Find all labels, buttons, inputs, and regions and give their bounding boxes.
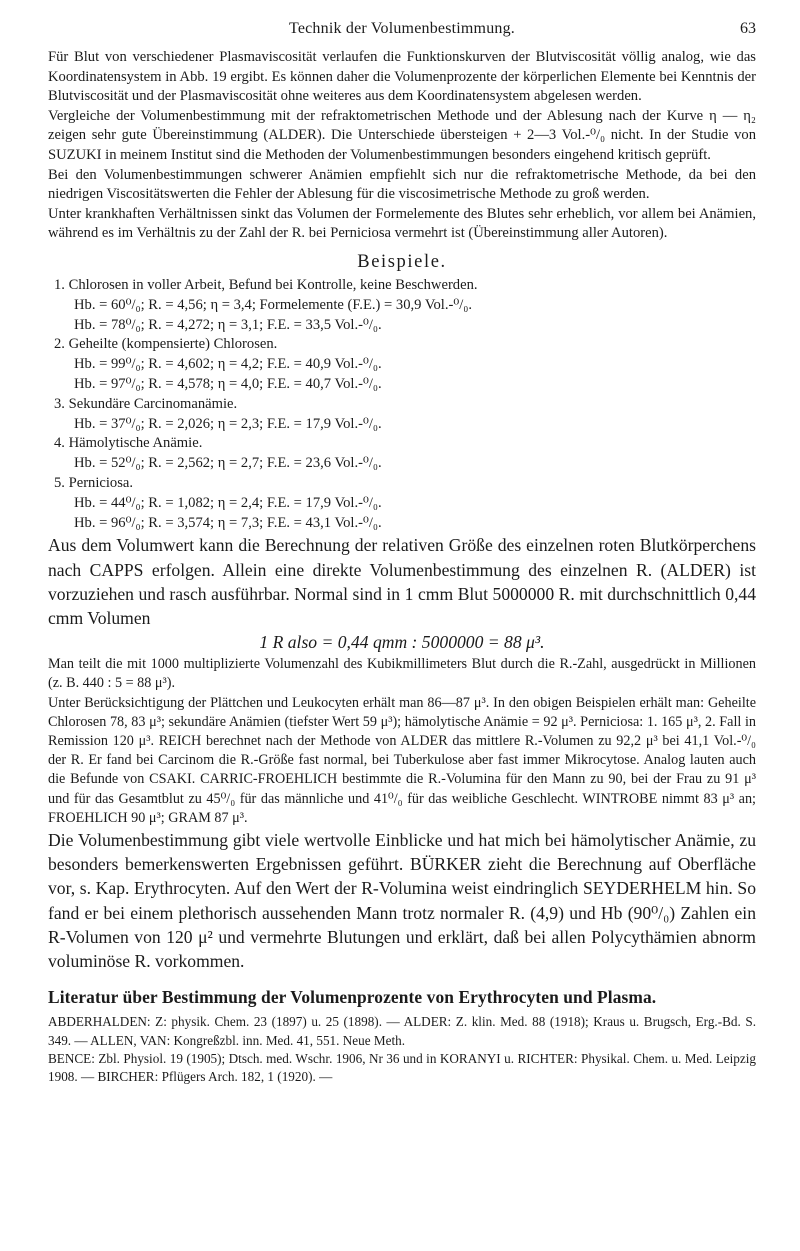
example-values: Hb. = 52⁰/₀; R. = 2,562; η = 2,7; F.E. = 23,6 Vol.-⁰/₀. <box>74 455 382 472</box>
example-title: 4. Hämolytische Anämie. <box>54 435 203 452</box>
paragraph-results: Unter Berücksichtigung der Plättchen und Leukocyten erhält man 86—87 μ³. In den obigen Beispielen erhält man: Geheilte Chlorosen 78, 83 μ³; sekundäre Anämien (tiefster Wert 59 μ³); hämolytische Anämie = 92 μ³. Perniciosa: 1. 165 μ³, 2. Fall in Remission 120 μ³. REICH berechnet nach der Methode von ALDER das mittlere R.-Volumen zu 92,2 μ³ bei 41,1 Vol.-⁰/₀ der R. Er fand bei Carcinom die R.-Größe fast normal, bei Tuberkulose aber fast immer Mikrocytose. Analog lauten auch die Befunde von CSAKI. CARRIC-FROEHLICH bestimmte die R.-Volumina für den Mann zu 90, bei der Frau zu 91 μ³ und für das Gesamtblut zu 45⁰/₀ für das männliche und 41⁰/₀ für das weibliche Geschlecht. WINTROBE nimmt 83 μ³ an; FROEHLICH 90 μ³; GRAM 87 μ³. <box>48 694 756 826</box>
example-title: 1. Chlorosen in voller Arbeit, Befund bei Kontrolle, keine Beschwerden. <box>54 276 478 293</box>
book-page <box>48 20 756 1087</box>
paragraph-calculation: Man teilt die mit 1000 multiplizierte Volumenzahl des Kubikmillimeters Blut durch die R.-Zahl, ausgedrückt in Millionen (z. B. 440 : 5 = 88 μ³). <box>48 656 756 692</box>
literature-heading: Literatur über Bestimmung der Volumenprozente von Erythrocyten und Plasma. <box>48 987 657 1008</box>
example-values: Hb. = 78⁰/₀; R. = 4,272; η = 3,1; F.E. = 33,5 Vol.-⁰/₀. <box>74 316 382 333</box>
examples-list <box>48 276 756 533</box>
example-item <box>48 395 756 435</box>
page-number: 63 <box>740 20 756 37</box>
example-item <box>48 434 756 474</box>
section-heading-beispiele: Beispiele. <box>357 251 447 272</box>
paragraph-capps: Aus dem Volumwert kann die Berechnung der relativen Größe des einzelnen roten Blutkörperchens nach CAPPS erfolgen. Allein eine direkte Volumenbestimmung des einzelnen R. (ALDER) ist vorzuziehen und rasch ausführbar. Normal sind in 1 cmm Blut 5000000 R. mit durchschnittlich 0,44 cmm Volumen <box>48 535 756 628</box>
example-values: Hb. = 97⁰/₀; R. = 4,578; η = 4,0; F.E. = 40,7 Vol.-⁰/₀. <box>74 375 382 392</box>
example-item <box>48 335 756 394</box>
literature-entry: BENCE: Zbl. Physiol. 19 (1905); Dtsch. med. Wschr. 1906, Nr 36 und in KORANYI u. RICHTER: Physikal. Chem. u. Med. Leipzig 1908. — BIRCHER: Pflügers Arch. 182, 1 (1920). — <box>48 1050 756 1085</box>
paragraph-pathology: Unter krankhaften Verhältnissen sinkt das Volumen der Formelemente des Blutes sehr erheblich, vor allem bei Anämien, während es im Verhältnis zu der Zahl der R. bei Perniciosa vermehrt ist (Übereinstimmung aller Autoren). <box>48 205 756 242</box>
example-item <box>48 474 756 533</box>
example-title: 3. Sekundäre Carcinomanämie. <box>54 395 238 412</box>
example-values: Hb. = 96⁰/₀; R. = 3,574; η = 7,3; F.E. = 43,1 Vol.-⁰/₀. <box>74 514 382 531</box>
running-header <box>48 20 756 48</box>
paragraph-viscosity: Für Blut von verschiedener Plasmaviscosität verlaufen die Funktionskurven der Blutviscosität völlig analog, wie das Koordinatensystem in Abb. 19 ergibt. Es können daher die Volumenprozente der körperlichen Elemente bei Kenntnis der Blutviscosität und der Plasmaviscosität ohne weiteres aus dem Koordinatensystem abgelesen werden. <box>48 49 756 105</box>
paragraph-insights: Die Volumenbestimmung gibt viele wertvolle Einblicke und hat mich bei hämolytischer Anämie, zu besonders bemerkenswerten Ergebnissen geführt. BÜRKER zieht die Berechnung auf Oberfläche vor, s. Kap. Erythrocyten. Auf den Wert der R-Volumina weist eindringlich SEYDERHELM hin. So fand er bei einem plethorisch aussehenden Mann trotz normaler R. (4,9) und Hb (90⁰/₀) Zahlen ein R-Volumen von 120 μ² und vermehrte Blutungen und erklärt, daß bei allen Polycythämien abnorm voluminöse R. vorkommen. <box>48 829 756 971</box>
literature-entry: ABDERHALDEN: Z: physik. Chem. 23 (1897) u. 25 (1898). — ALDER: Z. klin. Med. 88 (1918); Kraus u. Brugsch, Erg.-Bd. S. 349. — ALLEN, VAN: Kongreßzbl. inn. Med. 41, 551. Neue Meth. <box>48 1014 756 1048</box>
example-values: Hb. = 60⁰/₀; R. = 4,56; η = 3,4; Formelemente (F.E.) = 30,9 Vol.-⁰/₀. <box>74 296 472 313</box>
example-values: Hb. = 44⁰/₀; R. = 1,082; η = 2,4; F.E. = 17,9 Vol.-⁰/₀. <box>74 494 382 511</box>
paragraph-anemia-method: Bei den Volumenbestimmungen schwerer Anämien empfiehlt sich nur die refraktometrische Methode, da bei den niedrigen Viscositätswerten die Fehler der Ablesung für die viscosimetrische Methode zu groß werden. <box>48 166 756 203</box>
example-item <box>48 276 756 335</box>
example-values: Hb. = 37⁰/₀; R. = 2,026; η = 2,3; F.E. = 17,9 Vol.-⁰/₀. <box>74 415 382 432</box>
running-title: Technik der Volumenbestimmung. <box>288 20 516 37</box>
example-values: Hb. = 99⁰/₀; R. = 4,602; η = 4,2; F.E. = 40,9 Vol.-⁰/₀. <box>74 356 382 373</box>
formula-cell-volume: 1 R also = 0,44 qmm : 5000000 = 88 μ³. <box>259 632 545 653</box>
example-title: 2. Geheilte (kompensierte) Chlorosen. <box>54 336 278 353</box>
paragraph-comparison: Vergleiche der Volumenbestimmung mit der refraktometrischen Methode und der Ablesung nach der Kurve η — η₂ zeigen sehr gute Übereinstimmung (ALDER). Die Unterschiede übersteigen + 2—3 Vol.-⁰/₀ nicht. In der Studie von SUZUKI in meinem Institut sind die Methoden der Volumenbestimmungen besonders eingehend kritisch geprüft. <box>48 107 756 163</box>
example-title: 5. Perniciosa. <box>54 474 134 491</box>
